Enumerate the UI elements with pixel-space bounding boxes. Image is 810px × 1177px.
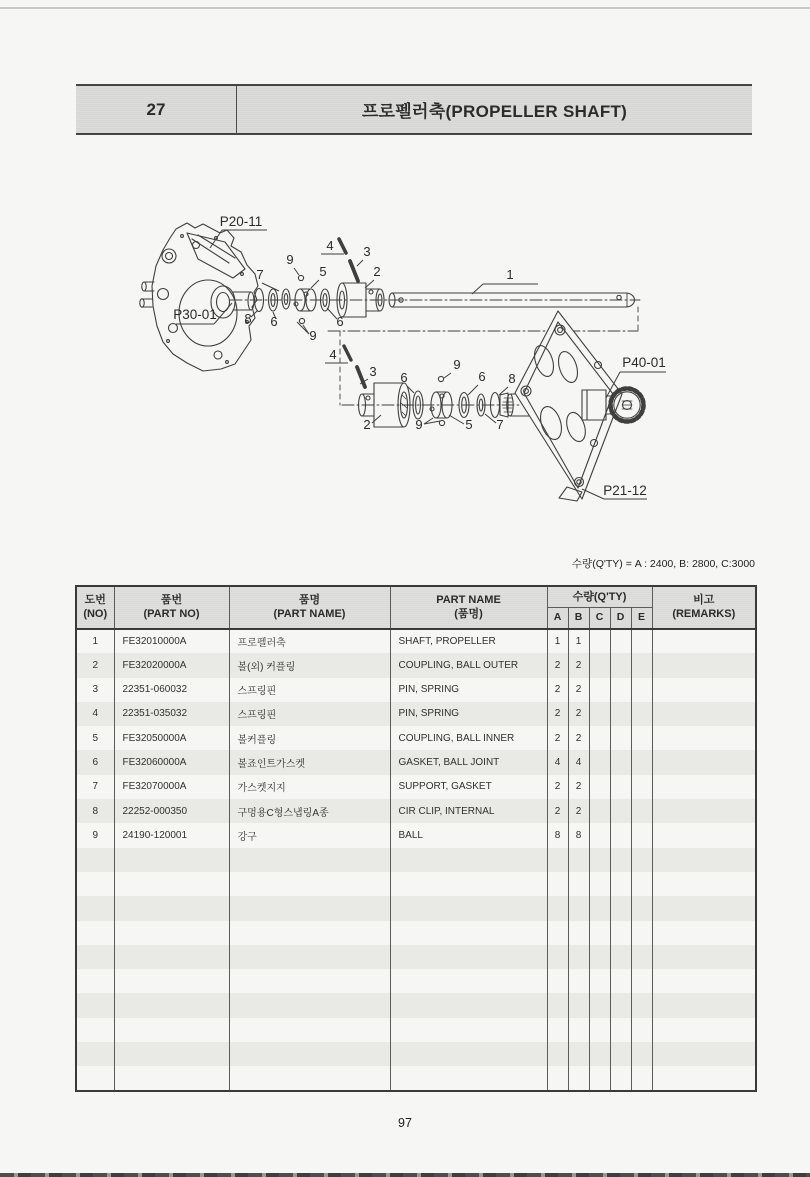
cell-qty — [589, 653, 610, 677]
scan-bottom-edge — [0, 1173, 810, 1177]
cell-part-no — [114, 993, 229, 1017]
cell-qty — [547, 872, 568, 896]
diagram-callout: 6 — [336, 314, 344, 329]
cell-part-name-en — [390, 993, 547, 1017]
cell-remarks — [652, 653, 756, 677]
cell-qty — [568, 1042, 589, 1066]
cell-no — [76, 969, 114, 993]
cell-no — [76, 921, 114, 945]
cell-remarks — [652, 872, 756, 896]
page-top-rule — [0, 7, 810, 9]
diagram-callout: 8 — [508, 371, 516, 386]
cell-qty — [631, 702, 652, 726]
upper-parts — [255, 239, 635, 324]
cell-no: 5 — [76, 726, 114, 750]
cell-no: 7 — [76, 775, 114, 799]
cell-part-no: 22252-000350 — [114, 799, 229, 823]
table-row — [76, 1018, 756, 1042]
cell-qty: 2 — [547, 726, 568, 750]
diagram-callout-leader — [357, 260, 363, 266]
cell-no: 6 — [76, 750, 114, 774]
diagram-ref-label: P30-01 — [173, 307, 217, 322]
cell-part-name-en: PIN, SPRING — [390, 678, 547, 702]
cell-qty: 2 — [568, 775, 589, 799]
cell-qty — [547, 1018, 568, 1042]
chapter-number: 27 — [76, 86, 237, 133]
cell-qty — [568, 969, 589, 993]
diagram-callout: 6 — [400, 370, 408, 385]
diagram-callout-leader — [311, 280, 319, 288]
cell-part-name-en: GASKET, BALL JOINT — [390, 750, 547, 774]
cell-qty — [589, 872, 610, 896]
cell-qty — [610, 896, 631, 920]
cell-qty — [568, 921, 589, 945]
cell-no — [76, 1066, 114, 1090]
cell-part-name-kr: 스프링핀 — [229, 678, 390, 702]
cell-remarks — [652, 678, 756, 702]
cell-qty — [589, 921, 610, 945]
cell-no: 2 — [76, 653, 114, 677]
cell-no: 8 — [76, 799, 114, 823]
cell-qty — [610, 775, 631, 799]
cell-qty: 2 — [568, 702, 589, 726]
cell-part-name-kr: 볼커플링 — [229, 726, 390, 750]
cell-qty — [589, 775, 610, 799]
col-header-part-name-en: PART NAME (품명) — [390, 586, 547, 629]
cell-remarks — [652, 702, 756, 726]
diagram-ref-label-leader — [582, 489, 604, 499]
diagram-callout: 2 — [363, 417, 371, 432]
cell-no — [76, 896, 114, 920]
cell-qty: 2 — [547, 799, 568, 823]
cell-qty — [631, 993, 652, 1017]
cell-qty: 8 — [568, 823, 589, 847]
cell-remarks — [652, 921, 756, 945]
table-row — [76, 678, 756, 702]
cell-part-no — [114, 1018, 229, 1042]
cell-remarks — [652, 1018, 756, 1042]
table-row — [76, 726, 756, 750]
diagram-callout-leader — [262, 283, 279, 291]
col-header-qty-c: C — [589, 608, 610, 629]
cell-no: 4 — [76, 702, 114, 726]
cell-part-no — [114, 872, 229, 896]
cell-part-name-en: BALL — [390, 823, 547, 847]
cell-remarks — [652, 775, 756, 799]
cell-qty — [568, 1066, 589, 1090]
cell-part-name-en — [390, 848, 547, 872]
cell-no — [76, 872, 114, 896]
cell-part-no: FE32010000A — [114, 629, 229, 653]
cell-qty — [589, 678, 610, 702]
cell-qty — [610, 1018, 631, 1042]
table-row — [76, 945, 756, 969]
cell-remarks — [652, 945, 756, 969]
cell-qty — [610, 799, 631, 823]
cell-qty — [631, 872, 652, 896]
cell-part-name-en — [390, 1066, 547, 1090]
cell-qty — [631, 1018, 652, 1042]
cell-qty — [610, 1066, 631, 1090]
cell-qty: 2 — [547, 775, 568, 799]
cell-part-name-kr: 볼죠인트가스켓 — [229, 750, 390, 774]
cell-remarks — [652, 750, 756, 774]
diagram-callout-leader — [444, 373, 451, 378]
cell-qty — [631, 896, 652, 920]
diagram-ref-label: P40-01 — [622, 355, 666, 370]
cell-part-name-kr — [229, 848, 390, 872]
diagram-callout-leader — [294, 268, 299, 275]
cell-qty — [631, 799, 652, 823]
diagram-callout: 7 — [496, 417, 504, 432]
table-row — [76, 653, 756, 677]
cell-part-name-en — [390, 921, 547, 945]
cell-qty — [589, 726, 610, 750]
cell-part-name-en: SHAFT, PROPELLER — [390, 629, 547, 653]
table-row — [76, 872, 756, 896]
col-header-no: 도번 (NO) — [76, 586, 114, 629]
table-row — [76, 969, 756, 993]
cell-qty — [631, 629, 652, 653]
col-header-part-name-kr: 품명 (PART NAME) — [229, 586, 390, 629]
diagram-callout-leader — [468, 385, 478, 395]
cell-qty — [610, 1042, 631, 1066]
table-row — [76, 629, 756, 653]
cell-qty: 2 — [568, 726, 589, 750]
cell-part-name-kr: 스프링핀 — [229, 702, 390, 726]
cell-qty — [589, 629, 610, 653]
cell-qty — [610, 629, 631, 653]
cell-qty — [547, 896, 568, 920]
diagram-callout: 5 — [319, 264, 327, 279]
cell-qty — [610, 872, 631, 896]
table-row — [76, 702, 756, 726]
cell-no — [76, 945, 114, 969]
cell-qty: 2 — [547, 653, 568, 677]
col-header-part-no: 품번 (PART NO) — [114, 586, 229, 629]
cell-qty — [631, 969, 652, 993]
cell-qty — [547, 993, 568, 1017]
table-row — [76, 1042, 756, 1066]
lower-parts — [344, 346, 536, 427]
cell-part-name-kr: 구멍용C형스냅링A종 — [229, 799, 390, 823]
cell-qty — [568, 993, 589, 1017]
cell-part-no — [114, 921, 229, 945]
cell-part-name-en — [390, 945, 547, 969]
cell-qty — [589, 750, 610, 774]
gearbox-housing-right — [515, 311, 644, 501]
cell-qty: 2 — [568, 653, 589, 677]
cell-qty — [610, 921, 631, 945]
diagram-callout: 3 — [363, 244, 371, 259]
cell-qty — [547, 848, 568, 872]
cell-no: 3 — [76, 678, 114, 702]
cell-part-no — [114, 896, 229, 920]
cell-qty — [547, 1066, 568, 1090]
cell-qty — [631, 1066, 652, 1090]
cell-part-no: FE32060000A — [114, 750, 229, 774]
cell-part-no — [114, 848, 229, 872]
table-row — [76, 993, 756, 1017]
cell-part-name-kr: 가스켓지지 — [229, 775, 390, 799]
cell-qty — [631, 750, 652, 774]
diagram-callout: 5 — [465, 417, 473, 432]
cell-part-name-en: CIR CLIP, INTERNAL — [390, 799, 547, 823]
table-row — [76, 1066, 756, 1090]
cell-qty — [631, 1042, 652, 1066]
table-row — [76, 799, 756, 823]
cell-qty — [631, 945, 652, 969]
cell-part-name-kr: 볼(외) 커플링 — [229, 653, 390, 677]
cell-qty — [547, 921, 568, 945]
cell-remarks — [652, 993, 756, 1017]
cell-qty — [568, 896, 589, 920]
cell-part-name-kr — [229, 921, 390, 945]
cell-remarks — [652, 896, 756, 920]
diagram-callout: 9 — [309, 328, 317, 343]
diagram-callout: 9 — [286, 252, 294, 267]
cell-qty — [631, 653, 652, 677]
cell-qty — [610, 726, 631, 750]
cell-part-name-kr — [229, 872, 390, 896]
cell-qty: 2 — [547, 702, 568, 726]
cell-no — [76, 1018, 114, 1042]
cell-qty — [631, 921, 652, 945]
col-header-qty-b: B — [568, 608, 589, 629]
diagram-callout: 3 — [369, 364, 377, 379]
cell-qty: 4 — [547, 750, 568, 774]
cell-no — [76, 1042, 114, 1066]
cell-no: 9 — [76, 823, 114, 847]
diagram-callout: 6 — [478, 369, 486, 384]
cell-qty — [610, 848, 631, 872]
cell-qty — [589, 1066, 610, 1090]
cell-part-no: FE32050000A — [114, 726, 229, 750]
diagram-ref-label: P21-12 — [603, 483, 647, 498]
cell-qty: 4 — [568, 750, 589, 774]
diagram-callout: 7 — [256, 267, 264, 282]
cell-part-name-en — [390, 1042, 547, 1066]
cell-remarks — [652, 726, 756, 750]
cell-qty: 2 — [568, 678, 589, 702]
cell-qty: 1 — [547, 629, 568, 653]
cell-part-name-kr — [229, 896, 390, 920]
cell-part-name-kr — [229, 1018, 390, 1042]
cell-qty — [589, 702, 610, 726]
cell-qty — [610, 653, 631, 677]
cell-qty — [547, 1042, 568, 1066]
parts-table-body — [76, 629, 756, 1091]
cell-part-no: FE32070000A — [114, 775, 229, 799]
page-title: 프로펠러축(PROPELLER SHAFT) — [361, 102, 628, 121]
cell-remarks — [652, 629, 756, 653]
cell-qty — [547, 969, 568, 993]
col-header-qty-group: 수량(Q'TY) — [547, 586, 652, 608]
diagram-callout: 4 — [326, 238, 334, 253]
cell-part-name-en — [390, 896, 547, 920]
parts-table — [75, 585, 757, 1092]
cell-part-name-kr: 강구 — [229, 823, 390, 847]
diagram-callout: 9 — [415, 417, 423, 432]
cell-qty — [631, 726, 652, 750]
cell-qty — [610, 823, 631, 847]
propeller-shaft-drawing — [130, 195, 670, 505]
parts-table-header — [76, 586, 756, 629]
cell-part-no: 24190-120001 — [114, 823, 229, 847]
cell-qty — [589, 993, 610, 1017]
cell-qty: 2 — [568, 799, 589, 823]
cell-qty — [547, 945, 568, 969]
cell-qty — [610, 969, 631, 993]
chapter-header-bar — [76, 84, 752, 135]
cell-remarks — [652, 1042, 756, 1066]
cell-part-name-en — [390, 969, 547, 993]
cell-part-no — [114, 1066, 229, 1090]
cell-qty — [631, 823, 652, 847]
cell-part-no — [114, 1042, 229, 1066]
page-number: 97 — [398, 1116, 412, 1130]
exploded-diagram — [130, 195, 670, 505]
cell-qty — [610, 993, 631, 1017]
cell-qty — [610, 750, 631, 774]
diagram-callout: 4 — [329, 347, 337, 362]
cell-no — [76, 848, 114, 872]
cell-part-name-kr — [229, 945, 390, 969]
col-header-qty-e: E — [631, 608, 652, 629]
cell-part-name-en: SUPPORT, GASKET — [390, 775, 547, 799]
cell-qty: 8 — [547, 823, 568, 847]
cell-remarks — [652, 799, 756, 823]
diagram-callout: 8 — [244, 311, 252, 326]
cell-qty — [589, 1042, 610, 1066]
cell-part-name-kr: 프로펠러축 — [229, 629, 390, 653]
cell-part-name-en — [390, 872, 547, 896]
cell-part-name-en: COUPLING, BALL INNER — [390, 726, 547, 750]
cell-no — [76, 993, 114, 1017]
cell-remarks — [652, 823, 756, 847]
table-row — [76, 750, 756, 774]
diagram-callout: 1 — [506, 267, 514, 282]
col-header-qty-d: D — [610, 608, 631, 629]
cell-remarks — [652, 969, 756, 993]
cell-qty: 2 — [547, 678, 568, 702]
cell-part-name-en: COUPLING, BALL OUTER — [390, 653, 547, 677]
cell-part-no: 22351-060032 — [114, 678, 229, 702]
cell-qty — [589, 823, 610, 847]
cell-qty — [631, 848, 652, 872]
cell-part-name-kr — [229, 1066, 390, 1090]
diagram-callout: 2 — [373, 264, 381, 279]
cell-part-name-kr — [229, 1042, 390, 1066]
col-header-qty-a: A — [547, 608, 568, 629]
table-row — [76, 775, 756, 799]
table-row — [76, 848, 756, 872]
cell-part-no — [114, 945, 229, 969]
qty-note: 수량(Q'TY) = A : 2400, B: 2800, C:3000 — [571, 558, 755, 570]
cell-qty — [589, 969, 610, 993]
cell-part-name-kr — [229, 969, 390, 993]
cell-part-name-en — [390, 1018, 547, 1042]
cell-qty — [631, 678, 652, 702]
cell-remarks — [652, 1066, 756, 1090]
cell-part-no: 22351-035032 — [114, 702, 229, 726]
cell-qty — [589, 896, 610, 920]
cell-part-name-en: PIN, SPRING — [390, 702, 547, 726]
cell-qty — [568, 848, 589, 872]
cell-qty: 1 — [568, 629, 589, 653]
cell-qty — [589, 799, 610, 823]
cell-no: 1 — [76, 629, 114, 653]
cell-qty — [631, 775, 652, 799]
cell-qty — [568, 945, 589, 969]
cell-qty — [589, 1018, 610, 1042]
diagram-callout-leader — [485, 414, 496, 423]
cell-part-no: FE32020000A — [114, 653, 229, 677]
gearbox-housing-left — [140, 223, 258, 371]
cell-part-name-kr — [229, 993, 390, 1017]
table-row — [76, 823, 756, 847]
col-header-remarks: 비고 (REMARKS) — [652, 586, 756, 629]
cell-qty — [610, 945, 631, 969]
cell-qty — [589, 848, 610, 872]
table-row — [76, 921, 756, 945]
diagram-callout: 9 — [453, 357, 461, 372]
cell-qty — [568, 872, 589, 896]
cell-part-no — [114, 969, 229, 993]
cell-qty — [610, 702, 631, 726]
diagram-ref-label: P20-11 — [219, 214, 263, 229]
diagram-callout: 6 — [270, 314, 278, 329]
table-row — [76, 896, 756, 920]
cell-qty — [610, 678, 631, 702]
cell-remarks — [652, 848, 756, 872]
cell-qty — [589, 945, 610, 969]
cell-qty — [568, 1018, 589, 1042]
